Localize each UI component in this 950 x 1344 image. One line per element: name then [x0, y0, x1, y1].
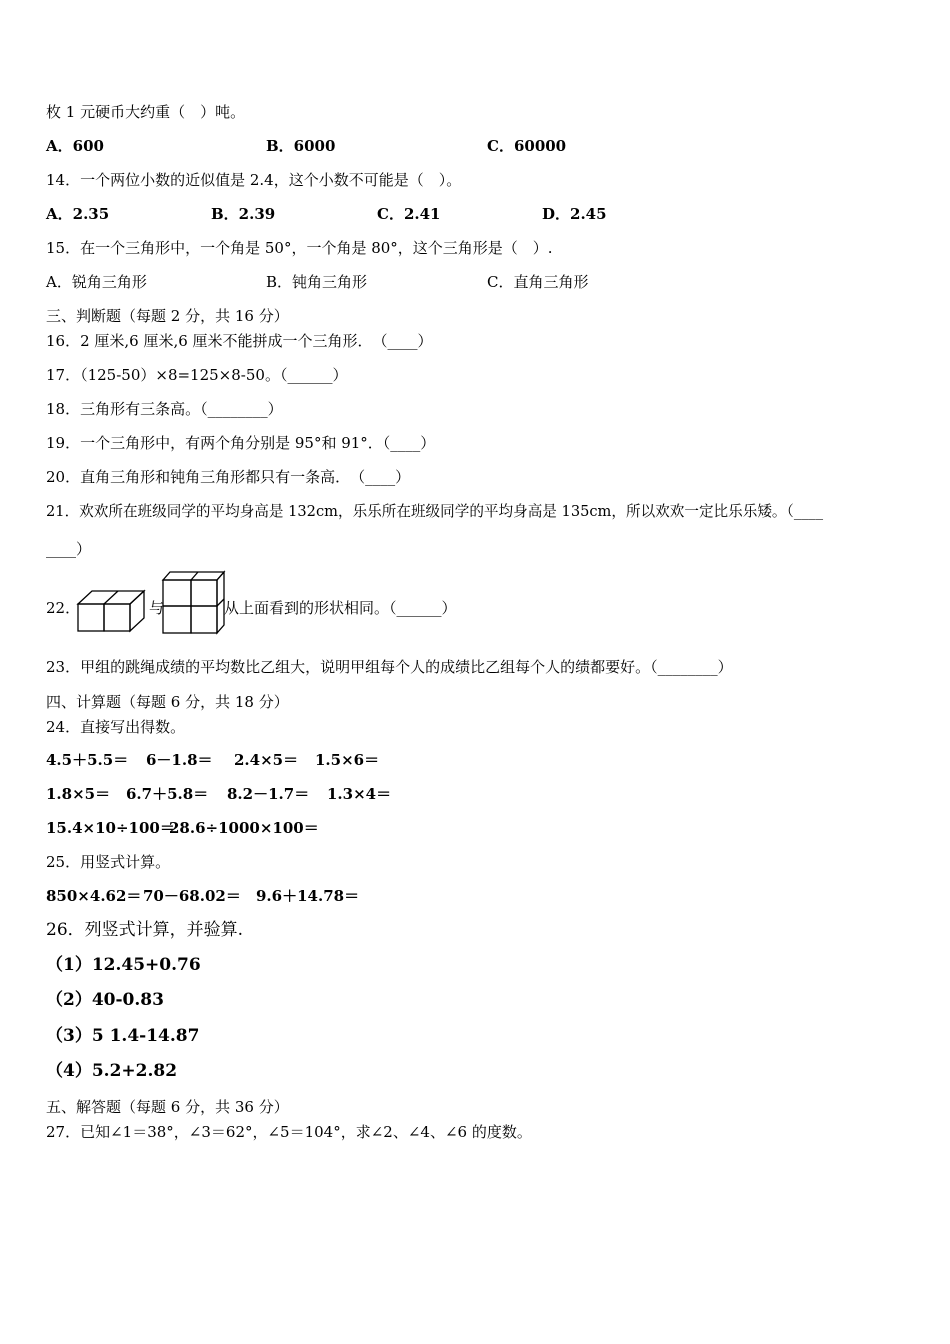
section4-heading: 四、计算题（每题 6 分，共 18 分） [46, 693, 289, 711]
q14-option-c[interactable]: C．2.41 [377, 205, 441, 223]
q18: 18．三角形有三条高。（________） [46, 400, 283, 418]
q14-option-b[interactable]: B．2.39 [211, 205, 276, 223]
q14-option-a[interactable]: A．2.35 [46, 205, 110, 223]
q24-expr: 6.7＋5.8＝ [126, 785, 209, 803]
q15-stem: 15．在一个三角形中，一个角是 50°，一个角是 80°，这个三角形是（ ）. [46, 239, 553, 257]
q22-text: 从上面看到的形状相同。（______） [224, 599, 457, 617]
q25-expr: 850×4.62＝ [46, 887, 142, 905]
q26-item: （4）5.2+2.82 [46, 1061, 178, 1081]
q24-expr: 28.6÷1000×100＝ [169, 819, 319, 837]
q26-title: 26．列竖式计算，并验算. [46, 920, 244, 940]
q27: 27．已知∠1＝38°，∠3＝62°，∠5＝104°，求∠2、∠4、∠6 的度数。 [46, 1123, 532, 1141]
q21-line2: ____） [46, 540, 92, 558]
q26-item: （1）12.45+0.76 [46, 955, 201, 975]
q24-expr: 15.4×10÷100＝ [46, 819, 175, 837]
q13-option-a[interactable]: A．600 [46, 137, 104, 155]
q25-expr: 70－68.02＝ [143, 887, 241, 905]
q24-expr: 1.5×6＝ [315, 751, 380, 769]
q19: 19．一个三角形中，有两个角分别是 95°和 91°．（____） [46, 434, 436, 452]
q24-expr: 4.5＋5.5＝ [46, 751, 129, 769]
section3-heading: 三、判断题（每题 2 分，共 16 分） [46, 307, 289, 325]
q16: 16．2 厘米,6 厘米,6 厘米不能拼成一个三角形． （____） [46, 332, 433, 350]
section5-heading: 五、解答题（每题 6 分，共 36 分） [46, 1098, 289, 1116]
q24-expr: 2.4×5＝ [234, 751, 299, 769]
q24-expr: 1.8×5＝ [46, 785, 111, 803]
q20: 20．直角三角形和钝角三角形都只有一条高． （____） [46, 468, 411, 486]
q14-stem: 14．一个两位小数的近似值是 2.4，这个小数不可能是（ ）。 [46, 171, 462, 189]
q26-item: （2）40-0.83 [46, 990, 164, 1010]
q24-title: 24．直接写出得数。 [46, 718, 186, 736]
q14-option-d[interactable]: D．2.45 [542, 205, 607, 223]
q25-title: 25．用竖式计算。 [46, 853, 171, 871]
two-cubes-figure [76, 588, 148, 634]
q15-option-a[interactable]: A．锐角三角形 [46, 273, 147, 291]
q24-expr: 8.2－1.7＝ [227, 785, 310, 803]
q24-expr: 6－1.8＝ [146, 751, 213, 769]
q22-with: 与 [149, 599, 165, 617]
q13-option-c[interactable]: C．60000 [487, 137, 567, 155]
q15-option-c[interactable]: C．直角三角形 [487, 273, 589, 291]
q15-option-b[interactable]: B．钝角三角形 [266, 273, 368, 291]
q17: 17．（125-50）×8=125×8-50。（______） [46, 366, 348, 384]
q26-item: （3）5 1.4-14.87 [46, 1026, 200, 1046]
q13-option-b[interactable]: B．6000 [266, 137, 336, 155]
four-cubes-figure [160, 570, 226, 636]
q25-expr: 9.6＋14.78＝ [256, 887, 360, 905]
q24-expr: 1.3×4＝ [327, 785, 392, 803]
q21-line1: 21．欢欢所在班级同学的平均身高是 132cm，乐乐所在班级同学的平均身高是 135cm，所以欢欢一定比乐乐矮。（____ [46, 503, 824, 520]
q23: 23．甲组的跳绳成绩的平均数比乙组大，说明甲组每个人的成绩比乙组每个人的绩都要好。（________） [46, 658, 733, 676]
q22-number: 22． [46, 599, 81, 617]
q13-stem: 枚 1 元硬币大约重（ ）吨。 [46, 103, 246, 121]
